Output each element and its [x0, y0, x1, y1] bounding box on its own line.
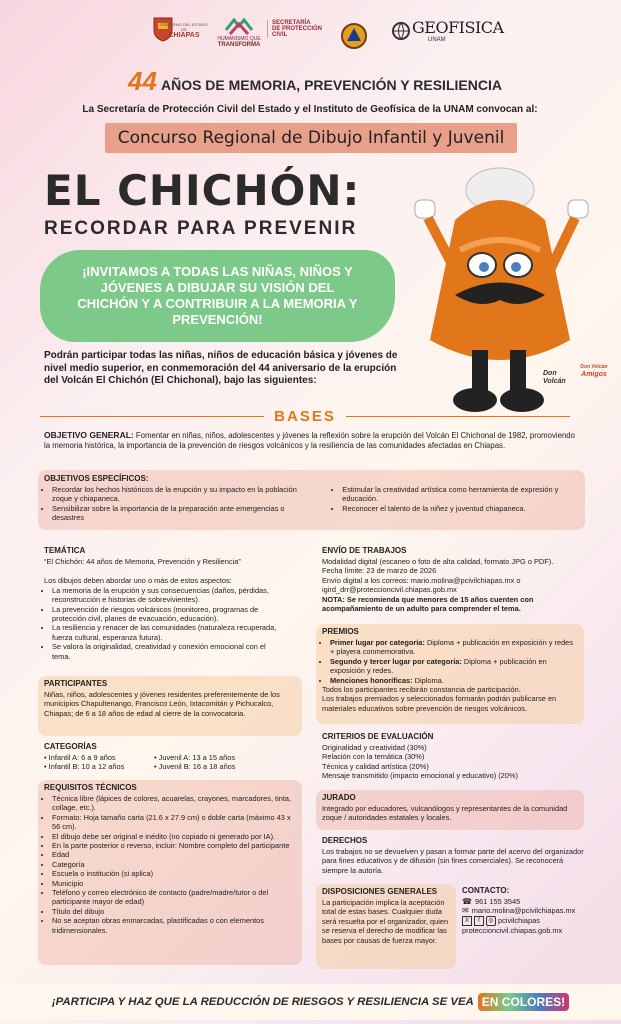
- logo-chiapas-text: GOBIERNO DEL ESTADO DE CHIAPAS: [160, 22, 208, 39]
- list-item: • Juvenil B: 16 a 18 años: [154, 762, 236, 772]
- phone-icon: ☎: [462, 897, 472, 906]
- heart-arrows-icon: [222, 16, 256, 36]
- list-item: • Infantil A: 6 a 9 años: [44, 753, 116, 762]
- list-item: • Infantil B: 10 a 12 años: [44, 762, 125, 772]
- main-subtitle: RECORDAR PARA PREVENIR: [44, 218, 358, 239]
- list-item: • Título del dibujo: [52, 907, 296, 916]
- jurado-box: JURADO Integrado por educadores, vulcanólogos y representantes de la comunidad zoque / autoridades estatales y locales.: [316, 790, 584, 830]
- list-item: • En la parte posterior o reverso, incluir: Nombre completo del participante: [52, 841, 296, 850]
- contacto-section: CONTACTO: ☎ 961 155 3545 ✉ mario.molina@pcivilchiapas.mx X f ◎ pcivilchiapas proteccioncivil.chiapas.gob.mx: [462, 886, 602, 935]
- disposiciones-box: DISPOSICIONES GENERALES La participación implica la aceptación total de estas bases. Cualquier duda será resuelta por el organizador, quien se reserva el derecho de modificar las bases por causas de fuerza mayor.: [316, 884, 456, 969]
- globe-icon: [392, 22, 410, 40]
- contest-title: Concurso Regional de Dibujo Infantil y Juvenil: [117, 128, 505, 148]
- x-icon[interactable]: X: [462, 916, 472, 926]
- invite-text: ¡INVITAMOS A TODAS LAS NIÑAS, NIÑOS Y JÓVENES A DIBUJAR SU VISIÓN DEL CHICHÓN Y A CONTRIBUIR A LA MEMORIA Y PREVENCIÓN!: [77, 264, 358, 327]
- list-item: • Estimular la creatividad artística como herramienta de expresión y educación.: [342, 485, 579, 504]
- list-item: • La memoria de la erupción y sus consecuencias (daños, pérdidas, reconstrucción e historias de sobrevivientes).: [52, 586, 284, 605]
- list-item: • Menciones honoríficas: Diploma.: [330, 676, 578, 685]
- list-item: • Sensibilizar sobre la importancia de la preparación ante emergencias o desastres: [52, 504, 318, 523]
- envio-section: ENVÍO DE TRABAJOS Modalidad digital (escaneo o foto de alta calidad, formato JPG o PDF). Fecha límite: 23 de marzo de 2026 Envío digital a los correos: mario.molina@pcivilchiapas.mx o igird_drr@proteccioncivil.chiapas.gob.mx NOTA: Se recomienda que menores de 15 años cuenten con acompañamiento de un adulto para comprender el tema.: [322, 546, 554, 614]
- list-item: Mensaje transmitido (impacto emocional y educativo) (20%): [322, 771, 518, 781]
- categorias-section: CATEGORÍAS • Infantil A: 6 a 9 años • Juvenil A: 13 a 15 años • Infantil B: 10 a 12 años • Juvenil B: 16 a 18 años: [44, 742, 294, 772]
- anniversary-heading: [100, 66, 530, 97]
- list-item: • Recordar los hechos históricos de la erupción y su impacto en la población zoque y chiapaneca.: [52, 485, 318, 504]
- list-item: • Primer lugar por categoría: Diploma + publicación en exposición y redes + playera conmemorativa.: [330, 638, 578, 657]
- list-item: • Edad: [52, 850, 296, 859]
- list-item: • Se valora la originalidad, creatividad y conexión emocional con el tema.: [52, 642, 284, 661]
- derechos-section: DERECHOS Los trabajos no se devuelven y pasan a formar parte del acervo del organizador para fines educativos y de difusión (sin fines comerciales). Se reconocerá siempre la autoría.: [322, 836, 584, 875]
- list-item: • Segundo y tercer lugar por categoría: Diploma + publicación en exposición y redes.: [330, 657, 578, 676]
- list-item: • Técnica libre (lápices de colores, acuarelas, crayones, marcadores, tinta, collage, etc.).: [52, 794, 296, 813]
- facebook-icon[interactable]: f: [474, 916, 484, 926]
- list-item: • Categoría: [52, 860, 296, 869]
- main-title: EL CHICHÓN:: [44, 166, 361, 215]
- logo-humanismo: HUMANISMO QUE TRANSFORMA: [215, 16, 263, 48]
- anniversary-subtitle: AÑOS DE MEMORIA, PREVENCIÓN Y RESILIENCIA: [160, 77, 502, 93]
- list-item: • Juvenil A: 13 a 15 años: [154, 753, 236, 762]
- objetivos-especificos-box: OBJETIVOS ESPECÍFICOS: • Recordar los hechos históricos de la erupción y su impacto en la población zoque y chiapaneca. • Sensibilizar sobre la importancia de la preparación ante emergencias o desastres • Estimular la creatividad artística como herramienta de expresión y educación. • Reconocer el talento de la niñez y juventud chiapaneca.: [38, 470, 585, 530]
- list-item: • La resiliencia y renacer de las comunidades (naturaleza recuperada, fuerza cultural, esperanza futura).: [52, 623, 284, 642]
- contact-web[interactable]: proteccioncivil.chiapas.gob.mx: [462, 925, 563, 935]
- logo-sistema-proteccion: [340, 22, 368, 55]
- list-item: • Escuela o institución (si aplica): [52, 869, 296, 878]
- mascot-badge: Don Volcán Amigos: [580, 364, 608, 378]
- list-item: • Teléfono y correo electrónico de contacto (padre/madre/tutor o del participante mayor de edad): [52, 888, 296, 907]
- bases-title: BASES: [274, 408, 336, 425]
- convocan-line: La Secretaría de Protección Civil del Estado y el Instituto de Geofísica de la UNAM convocan al:: [82, 104, 538, 115]
- participantes-box: PARTICIPANTES Niñas, niños, adolescentes y jóvenes residentes preferentemente de los municipios Chapultenango, Francisco León, Ixtacomitán y Pichucalco, Chiapas; de 6 a 18 años de edad al cierre de la convocatoria.: [38, 676, 302, 736]
- mascot-don-volcan: [400, 160, 600, 420]
- logo-geofisica: GEOFISICA UNAM: [392, 18, 504, 43]
- footer-text: ¡PARTICIPA Y HAZ QUE LA REDUCCIÓN DE RIESGOS Y RESILIENCIA SE VEA: [51, 996, 474, 1008]
- requisitos-box: REQUISITOS TÉCNICOS • Técnica libre (lápices de colores, acuarelas, crayones, marcadores, tinta, collage, etc.). • Formato: Hoja tamaño carta (21.6 x 27.9 cm) o doble carta (máximo 43 x 56 cm). • El dibujo debe ser original e inédito (no copiado ni generado por IA). • En la parte posterior o reverso, incluir: Nombre completo del participante • Edad • Categoría • Escuela o institución (si aplica) • Municipio • Teléfono y correo electrónico de contacto (padre/madre/tutor o del participante mayor de edad) • Título del dibujo • No se aceptan obras enmarcadas, plastificadas o con elementos tridimensionales.: [38, 780, 302, 965]
- list-item: • Reconocer el talento de la niñez y juventud chiapaneca.: [342, 504, 579, 513]
- mascot-name: Don Volcán: [543, 370, 566, 385]
- contact-email[interactable]: mario.molina@pcivilchiapas.mx: [471, 906, 576, 916]
- list-item: • Municipio: [52, 879, 296, 888]
- list-item: • El dibujo debe ser original e inédito (no copiado ni generado por IA).: [52, 832, 296, 841]
- list-item: Originalidad y creatividad (30%): [322, 743, 427, 752]
- list-item: • La prevención de riesgos volcánicos (monitoreo, programas de protección civil, planes de evacuación, educación).: [52, 605, 284, 624]
- logo-proteccion-civil: SECRETARÍA DE PROTECCIÓN CIVIL: [267, 20, 332, 38]
- anniversary-number: 44: [128, 66, 157, 96]
- list-item: Técnica y calidad artística (20%): [322, 761, 429, 771]
- contact-phone[interactable]: 961 155 3545: [474, 897, 521, 906]
- contest-banner: [105, 123, 517, 153]
- invite-banner: [40, 250, 395, 342]
- list-item: • Formato: Hoja tamaño carta (21.6 x 27.9 cm) o doble carta (máximo 43 x 56 cm).: [52, 813, 296, 832]
- objetivos-right-list: [334, 485, 579, 523]
- mail-icon: ✉: [462, 906, 469, 916]
- premios-box: PREMIOS • Primer lugar por categoría: Diploma + publicación en exposición y redes + playera conmemorativa. • Segundo y tercer lugar por categoría: Diploma + publicación en exposición y redes. • Menciones honoríficas: Diploma. Todos los participantes recibirán constancia de participación. Los trabajos premiados y seleccionados formarán podrán publicarse en materiales educativos sobre prevención de riesgos volcánicos.: [316, 624, 584, 724]
- objetivo-general: OBJETIVO GENERAL: Fomentar en niñas, niños, adolescentes y jóvenes la reflexión sobre la erupción del Volcán El Chichonal de 1982, promoviendo la memoria histórica, la importancia de la prevención de riesgos volcánicos y la resiliencia de las comunidades afectadas en Chiapas.: [44, 430, 575, 450]
- instagram-icon[interactable]: ◎: [486, 916, 496, 926]
- list-item: Relación con la temática (30%): [322, 752, 425, 762]
- contact-social[interactable]: pcivilchiapas: [498, 916, 540, 926]
- objetivos-left-list: [44, 485, 318, 523]
- bases-divider: [40, 408, 570, 425]
- criterios-section: CRITERIOS DE EVALUACIÓN Originalidad y creatividad (30%) Relación con la temática (30%) Técnica y calidad artística (20%) Mensaje transmitido (impacto emocional y educativo) (20%): [322, 732, 584, 781]
- tematica-section: TEMÁTICA “El Chichón: 44 años de Memoria, Prevención y Resiliencia” Los dibujos deben abordar uno o más de estos aspectos: • La memoria de la erupción y sus consecuencias (daños, pérdidas, reconstrucción e historias de sobrevivientes). • La prevención de riesgos volcánicos (monitoreo, programas de protección civil, planes de evacuación, educación). • La resiliencia y renacer de las comunidades (naturaleza recuperada, fuerza cultural, esperanza futura). • Se valora la originalidad, creatividad y conexión emocional con el tema.: [44, 546, 284, 661]
- list-item: • No se aceptan obras enmarcadas, plastificadas o con elementos tridimensionales.: [52, 916, 296, 935]
- footer-banner: [0, 984, 621, 1020]
- intro-text: Podrán participar todas las niñas, niños de educación básica y jóvenes de nivel medio superior, en conmemoración del 44 aniversario de la erupción del Volcán El Chichón (El Chichonal), bajo las siguientes:: [44, 350, 398, 386]
- gear-triangle-icon: [340, 22, 368, 50]
- footer-colores: EN COLORES!: [478, 993, 569, 1011]
